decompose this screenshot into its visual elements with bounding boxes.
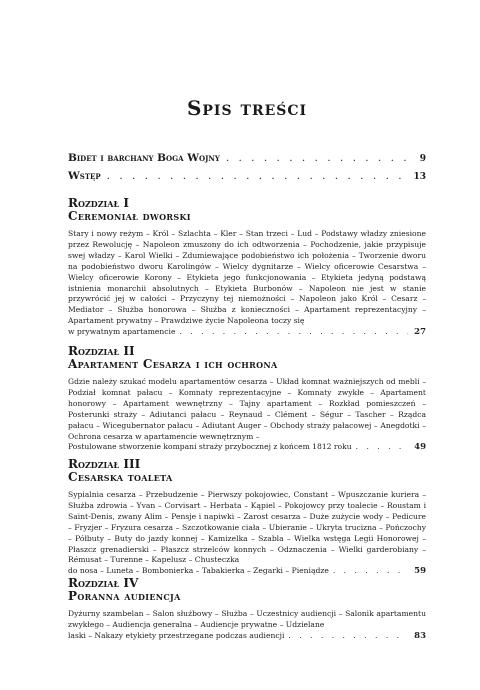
- chapter-summary: [68, 377, 426, 453]
- chapter-title: Poranna audiencja: [68, 589, 181, 603]
- toc-entry-page: 9: [419, 154, 426, 164]
- chapter-summary-last: laski – Nakazy etykiety przestrzegane podczas audiencji: [68, 630, 285, 640]
- chapter-summary: [68, 609, 426, 642]
- chapter-summary-text: Sypialnia cesarza – Przebudzenie – Pierwszy pokojowiec, Constant – Wpuszczanie kuriera – Służba zdrowia – Yvan – Corvisart – Herbata – Kąpiel – Pokojowcy przy toalecie – Roustam i Saint-Denis, zwany Alim – Pensje i napiwki – Zarost cesarza – Duże zużycie wody – Pedicure – Fryzjer – Fryzura cesarza – Szczotkowanie ciała – Ubieranie – Ukryta trucizna – Pończochy – Półbuty – Buty do jazdy konnej – Kamizelka – Szabla – Wielka wstęga Legii Honorowej – Płaszcz grenadierski – Płaszcz strzelców konnych – Odznaczenia – Wielki garderobiany – Rémusat – Turenne – Kapelusz – Chusteczka: [68, 490, 426, 565]
- chapter-summary: [68, 490, 426, 577]
- chapter-number: Rozdział II: [68, 344, 135, 358]
- chapter-number: Rozdział IV: [68, 576, 139, 590]
- chapter-summary-text: Stary i nowy reżym – Król – Szlachta – Kler – Stan trzeci – Lud – Podstawy władzy zniesione przez Rewolucję – Napoleon zmuszony do ich odtworzenia – Pochodzenie, jakie przypisuje swej władzy – Karol Wielki – Zdumiewające podobieństwo ich położenia – Tworzenie dworu na podobieństwo dworu Karolingów – Wielcy dygnitarze – Wielcy oficerowie Cesarstwa – Wielcy oficerowie Korony – Etykieta jego funkcjonowania – Etykieta jedyną podstawą istnienia monarchii absolutnych – Etykieta Burbonów – Napoleon nie jest w stanie przywrócić jej w całości – Przyczyny tej niemożności – Napoleon jako Król – Cesarz – Mediator – Służba honorowa – Służba z konieczności – Apartament reprezentacyjny – Apartament prywatny – Prawdziwe życie Napoleona toczy się: [68, 229, 426, 326]
- leader-dots: [107, 170, 406, 182]
- page-title: Spis treści: [186, 96, 308, 120]
- chapter-2[interactable]: [68, 345, 426, 453]
- leader-dots: [179, 327, 408, 338]
- chapter-number: Rozdział III: [68, 457, 141, 471]
- chapter-1[interactable]: [68, 197, 426, 338]
- chapter-title: Apartament Cesarza i ich ochrona: [68, 357, 278, 371]
- toc-entry-label: Wstęp: [68, 170, 101, 182]
- chapter-summary-lastline: [68, 442, 426, 453]
- chapter-3[interactable]: [68, 458, 426, 577]
- leader-dots: [226, 152, 406, 164]
- chapter-summary-lastline: [68, 631, 426, 642]
- leader-dots: [356, 442, 408, 453]
- toc-entry-label: Bidet i barchany Boga Wojny: [68, 152, 220, 164]
- chapter-summary-text: Gdzie należy szukać modelu apartamentów cesarza – Układ komnat ważniejszych od mebli – Podział komnat pałacu – Komnaty reprezentacyjne – Komnaty zwykłe – Apartament honorowy – Apartament wewnętrzny – Tajny apartament – Rozkład pomieszczeń – Posterunki straży – Adiutanci pałacu – Reynaud – Clément – Ségur – Tascher – Rządca pałacu – Wicegubernator pałacu – Adiutant Auger – Obchody straży pałacowej – Anegdotki – Ochrona cesarza w apartamencie wewnętrznym –: [68, 377, 426, 441]
- chapter-summary-text: Dyżurny szambelan – Salon służbowy – Służba – Uczestnicy audiencji – Salonik apartamentu zwykłego – Audiencja generalna – Audiencje prywatne – Udzielane: [68, 609, 426, 629]
- toc-entry-bidet[interactable]: [68, 152, 426, 164]
- chapter-summary-lastline: [68, 327, 426, 338]
- chapter-summary-last: Postulowane stworzenie kompani straży przybocznej z końcem 1812 roku: [68, 442, 352, 452]
- chapter-page: 83: [414, 630, 426, 641]
- chapter-4[interactable]: [68, 577, 426, 642]
- chapter-page: 49: [414, 442, 426, 453]
- chapter-number: Rozdział I: [68, 196, 129, 210]
- chapter-summary-last: do nosa – Luneta – Bombonierka – Tabakierka – Zegarki – Pieniądze: [68, 566, 329, 576]
- chapter-page: 27: [414, 327, 426, 338]
- chapter-title: Ceremoniał dworski: [68, 209, 191, 223]
- chapter-summary-last: w prywatnym apartamencie: [68, 327, 176, 337]
- toc-entry-page: 13: [413, 172, 426, 182]
- leader-dots: [288, 631, 408, 642]
- leader-dots: [333, 566, 408, 577]
- chapter-title: Cesarska toaleta: [68, 470, 173, 484]
- chapter-summary: [68, 229, 426, 338]
- chapter-page: 59: [414, 566, 426, 577]
- toc-entry-wstep[interactable]: [68, 170, 426, 182]
